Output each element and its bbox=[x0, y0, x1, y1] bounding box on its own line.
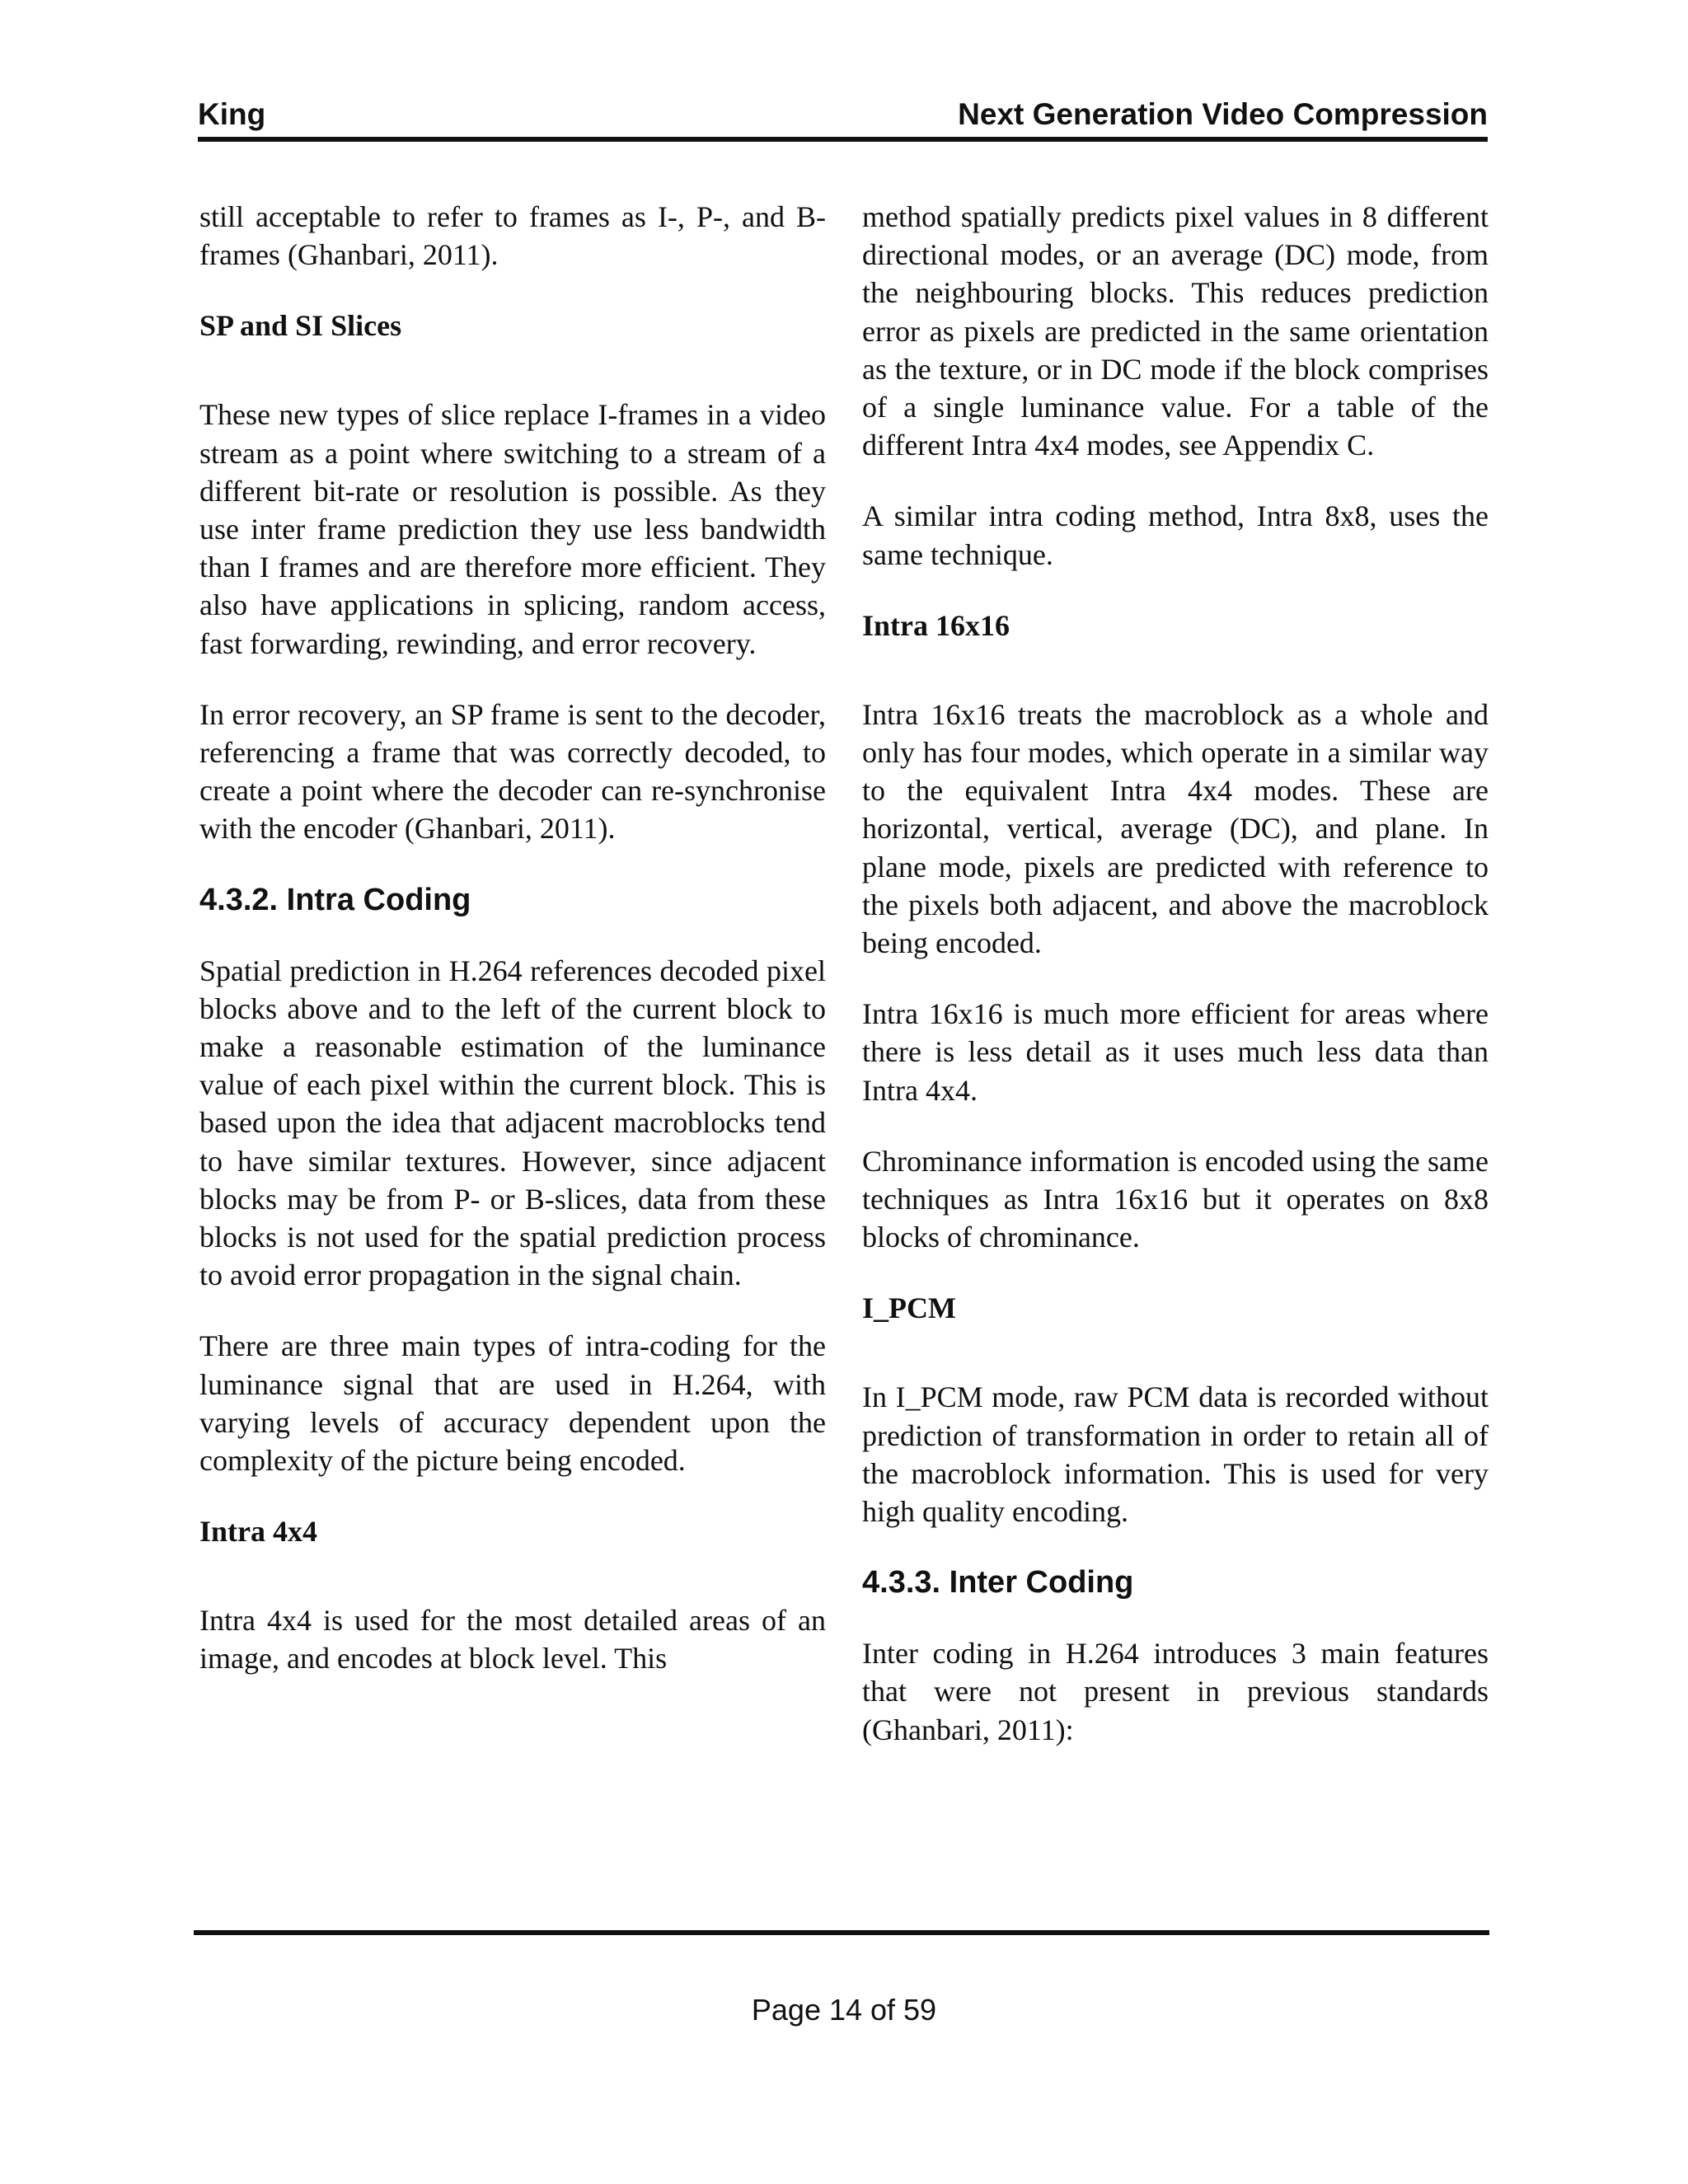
paragraph: still acceptable to refer to frames as I-, P-, and B-frames (Ghanbari, 2011). bbox=[199, 200, 826, 272]
paragraph: method spatially predicts pixel values in 8 different directional modes, or an average (DC) mode, from the neighbouring blocks. This reduces prediction error as pixels are predicted in the same orientation as the texture, or in DC mode if the block comprises of a single luminance value. For a table of the different Intra 4x4 modes, see Appendix C. bbox=[862, 200, 1489, 462]
footer-divider bbox=[194, 1930, 1489, 1935]
subheading-intra-16x16: Intra 16x16 bbox=[862, 608, 1010, 642]
paragraph: Spatial prediction in H.264 references decoded pixel blocks above and to the left of the current block to make a reasonable estimation of the luminance value of each pixel within the current block. This is based upon the idea that adjacent macroblocks tend to have similar textures. However, since adjacent blocks may be from P- or B-slices, data from these blocks is not used for the spatial prediction process to avoid error propagation in the signal chain. bbox=[199, 954, 826, 1292]
paragraph: Intra 4x4 is used for the most detailed areas of an image, and encodes at block level. This bbox=[199, 1604, 826, 1675]
page-header bbox=[198, 97, 1488, 138]
header-author: King bbox=[198, 97, 266, 131]
section-heading-intra-coding: 4.3.2. Intra Coding bbox=[199, 882, 471, 917]
paragraph: There are three main types of intra-coding for the luminance signal that are used in H.264, with varying levels of accuracy dependent upon the complexity of the picture being encoded. bbox=[199, 1329, 826, 1478]
right-column bbox=[862, 198, 1489, 1782]
paragraph: Intra 16x16 treats the macroblock as a whole and only has four modes, which operate in a similar way to the equivalent Intra 4x4 modes. These are horizontal, vertical, average (DC), and plane. In plane mode, pixels are predicted with reference to the pixels both adjacent, and above the macroblock being encoded. bbox=[862, 697, 1489, 960]
header-document-title: Next Generation Video Compression bbox=[958, 97, 1488, 131]
paragraph: Intra 16x16 is much more efficient for areas where there is less detail as it uses much less data than Intra 4x4. bbox=[862, 997, 1489, 1107]
subheading-sp-si-slices: SP and SI Slices bbox=[199, 309, 402, 343]
paragraph: These new types of slice replace I-frames in a video stream as a point where switching to a stream of a different bit-rate or resolution is possible. As they use inter frame prediction they use less bandwidth than I frames and are therefore more efficient. They also have applications in splicing, random access, fast forwarding, rewinding, and error recovery. bbox=[199, 398, 826, 660]
paragraph: Inter coding in H.264 introduces 3 main features that were not present in previous standards (Ghanbari, 2011): bbox=[862, 1637, 1489, 1746]
paragraph: In error recovery, an SP frame is sent to the decoder, referencing a frame that was correctly decoded, to create a point where the decoder can re-synchronise with the encoder (Ghanbari, 2011). bbox=[199, 697, 826, 846]
paragraph: A similar intra coding method, Intra 8x8, uses the same technique. bbox=[862, 499, 1489, 571]
paragraph: Chrominance information is encoded using the same techniques as Intra 16x16 but it operates on 8x8 blocks of chrominance. bbox=[862, 1144, 1489, 1254]
paragraph: In I_PCM mode, raw PCM data is recorded without prediction of transformation in order to retain all of the macroblock information. This is used for very high quality encoding. bbox=[862, 1380, 1489, 1529]
subheading-intra-4x4: Intra 4x4 bbox=[199, 1515, 317, 1549]
section-heading-inter-coding: 4.3.3. Inter Coding bbox=[862, 1565, 1134, 1601]
page-number: Page 14 of 59 bbox=[751, 1993, 937, 2027]
left-column bbox=[199, 198, 826, 1711]
header-divider bbox=[198, 137, 1488, 142]
subheading-i-pcm: I_PCM bbox=[862, 1291, 956, 1325]
